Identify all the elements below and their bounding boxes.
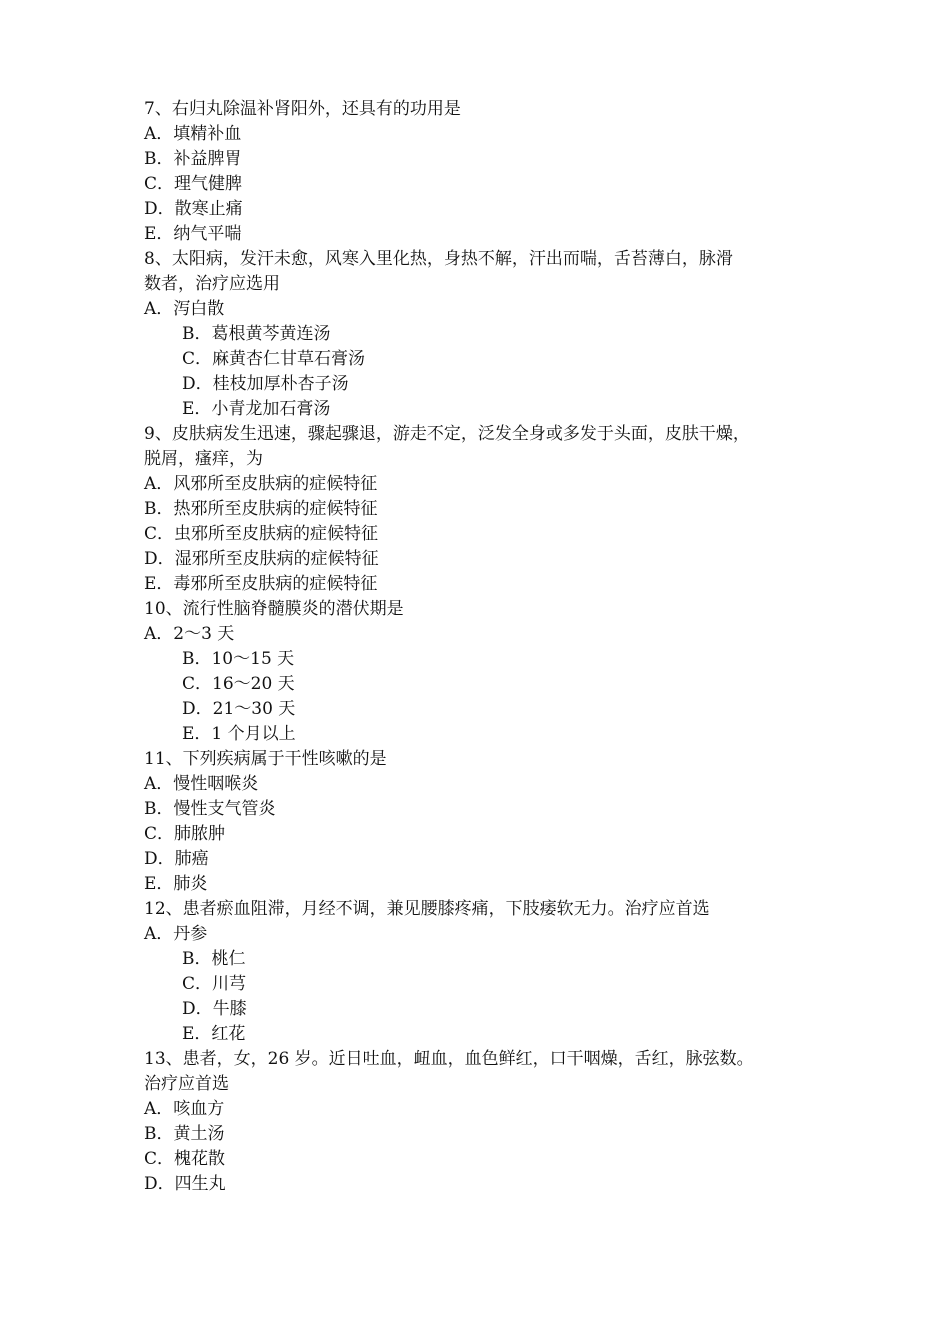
answer-option: D．肺癌 <box>144 849 209 869</box>
answer-option: A．填精补血 <box>144 124 242 144</box>
answer-option: D．牛膝 <box>182 999 247 1019</box>
question-stem: 7、右归丸除温补肾阳外，还具有的功用是 <box>144 99 461 119</box>
answer-option: E．小青龙加石膏汤 <box>182 399 331 419</box>
answer-option: A．慢性咽喉炎 <box>144 774 259 794</box>
answer-option: A．泻白散 <box>144 299 225 319</box>
question-stem: 数者，治疗应选用 <box>144 274 280 294</box>
answer-option: E．肺炎 <box>144 874 208 894</box>
answer-option: D．四生丸 <box>144 1174 226 1194</box>
question-block <box>144 597 824 747</box>
answer-option: E．纳气平喘 <box>144 224 242 244</box>
question-block <box>144 247 824 422</box>
answer-option: E．红花 <box>182 1024 246 1044</box>
answer-option: B．补益脾胃 <box>144 149 242 169</box>
answer-option: B．热邪所至皮肤病的症候特征 <box>144 499 378 519</box>
answer-option: A．咳血方 <box>144 1099 225 1119</box>
question-stem: 10、流行性脑脊髓膜炎的潜伏期是 <box>144 599 404 619</box>
answer-option: D．桂枝加厚朴杏子汤 <box>182 374 349 394</box>
answer-option: D．散寒止痛 <box>144 199 243 219</box>
document-page <box>144 97 824 1197</box>
answer-option: D．湿邪所至皮肤病的症候特征 <box>144 549 379 569</box>
answer-option: B．桃仁 <box>182 949 246 969</box>
question-stem: 9、皮肤病发生迅速，骤起骤退，游走不定，泛发全身或多发于头面，皮肤干燥， <box>144 424 750 444</box>
question-stem: 8、太阳病，发汗未愈，风寒入里化热，身热不解，汗出而喘，舌苔薄白，脉滑 <box>144 249 733 269</box>
question-block <box>144 897 824 1047</box>
question-stem: 脱屑，瘙痒，为 <box>144 449 263 469</box>
answer-option: E．毒邪所至皮肤病的症候特征 <box>144 574 378 594</box>
question-block <box>144 422 824 597</box>
answer-option: A．丹参 <box>144 924 208 944</box>
question-block <box>144 97 824 247</box>
answer-option: B．黄土汤 <box>144 1124 225 1144</box>
question-block <box>144 747 824 897</box>
question-stem: 12、患者瘀血阻滞，月经不调，兼见腰膝疼痛，下肢痿软无力。治疗应首选 <box>144 899 710 919</box>
answer-option: C．虫邪所至皮肤病的症候特征 <box>144 524 379 544</box>
question-block <box>144 1047 824 1197</box>
question-stem: 11、下列疾病属于干性咳嗽的是 <box>144 749 387 769</box>
answer-option: C．槐花散 <box>144 1149 226 1169</box>
answer-option: B．慢性支气管炎 <box>144 799 276 819</box>
answer-option: B．葛根黄芩黄连汤 <box>182 324 331 344</box>
answer-option: D．21～30 天 <box>182 699 296 719</box>
answer-option: C．理气健脾 <box>144 174 243 194</box>
answer-option: C．川芎 <box>182 974 247 994</box>
answer-option: A．2～3 天 <box>144 624 235 644</box>
question-stem: 治疗应首选 <box>144 1074 229 1094</box>
answer-option: C．肺脓肿 <box>144 824 226 844</box>
answer-option: A．风邪所至皮肤病的症候特征 <box>144 474 378 494</box>
answer-option: C．16～20 天 <box>182 674 295 694</box>
question-stem: 13、患者，女，26 岁。近日吐血，衄血，血色鲜红，口干咽燥，舌红，脉弦数。 <box>144 1049 754 1069</box>
answer-option: E．1 个月以上 <box>182 724 296 744</box>
answer-option: B．10～15 天 <box>182 649 295 669</box>
answer-option: C．麻黄杏仁甘草石膏汤 <box>182 349 366 369</box>
